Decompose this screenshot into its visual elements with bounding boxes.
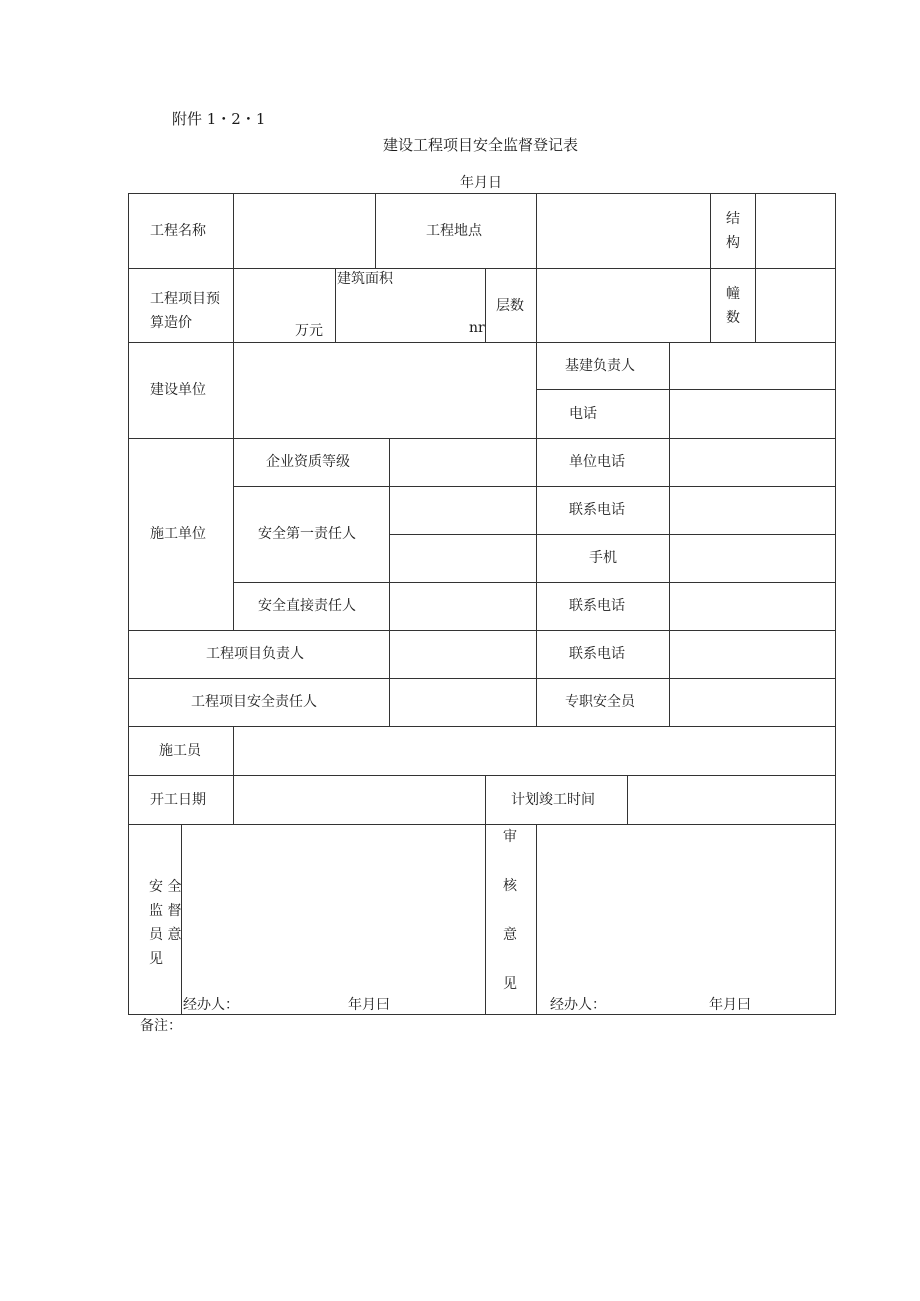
budget-unit: 万元 xyxy=(295,323,323,339)
floors-field[interactable] xyxy=(536,268,711,343)
floor-area-label: 建筑面积 xyxy=(337,271,393,287)
fulltime-safety-label-cell xyxy=(536,678,670,727)
contractor-label-cell xyxy=(128,438,234,631)
contractor-label: 施工单位 xyxy=(150,526,206,542)
budget-label: 工程项目预算造价 xyxy=(150,291,220,331)
project-name-label-cell xyxy=(128,193,234,269)
project-manager-label: 工程项目负责人 xyxy=(206,646,304,662)
supervisor-sign-date: 年月曰 xyxy=(348,997,390,1013)
start-date-label: 开工日期 xyxy=(150,792,206,808)
review-opinion-label-cell xyxy=(485,824,537,1015)
safety-first-label: 安全第一责任人 xyxy=(258,526,356,542)
floors-label: 层数 xyxy=(496,298,524,314)
constructor-label-cell xyxy=(128,726,234,776)
supervisor-opinion-label-cell xyxy=(128,824,182,1015)
review-handler-label: 经办人： xyxy=(550,997,606,1013)
unit-phone-label-cell xyxy=(536,438,670,487)
builder-manager-label-cell xyxy=(536,342,670,390)
safety-first-field-2[interactable] xyxy=(389,534,537,583)
builder-unit-field[interactable] xyxy=(233,342,537,439)
project-location-field[interactable] xyxy=(536,193,711,269)
remarks-label: 备注： xyxy=(140,1018,182,1034)
qualification-field[interactable] xyxy=(389,438,537,487)
mobile-field[interactable] xyxy=(669,534,836,583)
contact-phone-label-cell-2 xyxy=(536,582,670,631)
phone-label-cell xyxy=(536,389,670,439)
builder-manager-label: 基建负责人 xyxy=(565,358,635,374)
budget-label-cell xyxy=(128,268,234,343)
form-date: 年月日 xyxy=(460,175,502,191)
constructor-label: 施工员 xyxy=(159,743,201,759)
fulltime-safety-label: 专职安全员 xyxy=(565,694,635,710)
supervisor-opinion-label-3: 员 意 xyxy=(149,927,182,943)
floors-label-cell xyxy=(485,268,537,343)
unit-phone-label: 单位电话 xyxy=(569,454,625,470)
project-safety-label: 工程项目安全责任人 xyxy=(191,694,317,710)
review-opinion-label-1: 审 xyxy=(503,829,517,845)
supervisor-opinion-label-1: 安 全 xyxy=(149,879,182,895)
review-sign-date: 年月曰 xyxy=(709,997,751,1013)
qualification-label-cell xyxy=(233,438,390,487)
contact-phone-label: 联系电话 xyxy=(569,502,625,518)
buildings-label-cell xyxy=(710,268,756,343)
buildings-field[interactable] xyxy=(755,268,836,343)
safety-direct-field[interactable] xyxy=(389,582,537,631)
project-safety-field[interactable] xyxy=(389,678,537,727)
project-manager-field[interactable] xyxy=(389,630,537,679)
mobile-label: 手机 xyxy=(589,550,617,566)
project-manager-label-cell xyxy=(128,630,390,679)
project-safety-label-cell xyxy=(128,678,390,727)
unit-phone-field[interactable] xyxy=(669,438,836,487)
contact-phone-label-cell-3 xyxy=(536,630,670,679)
qualification-label: 企业资质等级 xyxy=(266,454,350,470)
buildings-label-2: 数 xyxy=(726,309,740,326)
builder-unit-label: 建设单位 xyxy=(150,382,206,398)
fulltime-safety-field[interactable] xyxy=(669,678,836,727)
buildings-label-1: 幢 xyxy=(726,285,740,302)
contact-phone-label-cell-1 xyxy=(536,486,670,535)
contact-phone-field-1[interactable] xyxy=(669,486,836,535)
safety-direct-label-cell xyxy=(233,582,390,631)
form-title: 建设工程项目安全监督登记表 xyxy=(383,136,579,154)
contact-phone-label: 联系电话 xyxy=(569,598,625,614)
attachment-number: 附件 1・2・1 xyxy=(172,110,266,128)
budget-field[interactable] xyxy=(233,268,336,343)
project-location-label: 工程地点 xyxy=(426,223,482,239)
floor-area-field[interactable] xyxy=(335,268,486,343)
contact-phone-field-3[interactable] xyxy=(669,630,836,679)
supervisor-opinion-label-2: 监 督 xyxy=(149,903,182,919)
structure-label-2: 构 xyxy=(726,235,740,251)
supervisor-opinion-field[interactable] xyxy=(181,824,486,1015)
builder-manager-field[interactable] xyxy=(669,342,836,390)
review-opinion-label-3: 意 xyxy=(503,927,517,943)
builder-unit-label-cell xyxy=(128,342,234,439)
structure-label-cell xyxy=(710,193,756,269)
planned-completion-field[interactable] xyxy=(627,775,836,825)
review-opinion-label-4: 见 xyxy=(503,976,517,992)
phone-field[interactable] xyxy=(669,389,836,439)
safety-first-field-1[interactable] xyxy=(389,486,537,535)
contact-phone-label: 联系电话 xyxy=(569,646,625,662)
safety-first-label-cell xyxy=(233,486,390,583)
start-date-label-cell xyxy=(128,775,234,825)
structure-field[interactable] xyxy=(755,193,836,269)
safety-direct-label: 安全直接责任人 xyxy=(258,598,356,614)
constructor-field[interactable] xyxy=(233,726,836,776)
review-opinion-field[interactable] xyxy=(536,824,836,1015)
project-location-label-cell xyxy=(375,193,537,269)
project-name-field[interactable] xyxy=(233,193,376,269)
planned-completion-label: 计划竣工时间 xyxy=(511,792,595,808)
review-opinion-label-2: 核 xyxy=(503,878,517,894)
planned-completion-label-cell xyxy=(485,775,628,825)
project-name-label: 工程名称 xyxy=(150,223,206,239)
contact-phone-field-2[interactable] xyxy=(669,582,836,631)
start-date-field[interactable] xyxy=(233,775,486,825)
phone-label: 电话 xyxy=(569,406,597,422)
floor-area-unit: nr xyxy=(469,320,485,336)
supervisor-handler-label: 经办人： xyxy=(183,997,239,1013)
structure-label-1: 结 xyxy=(726,211,740,227)
mobile-label-cell xyxy=(536,534,670,583)
supervisor-opinion-label-4: 见 xyxy=(149,951,163,967)
